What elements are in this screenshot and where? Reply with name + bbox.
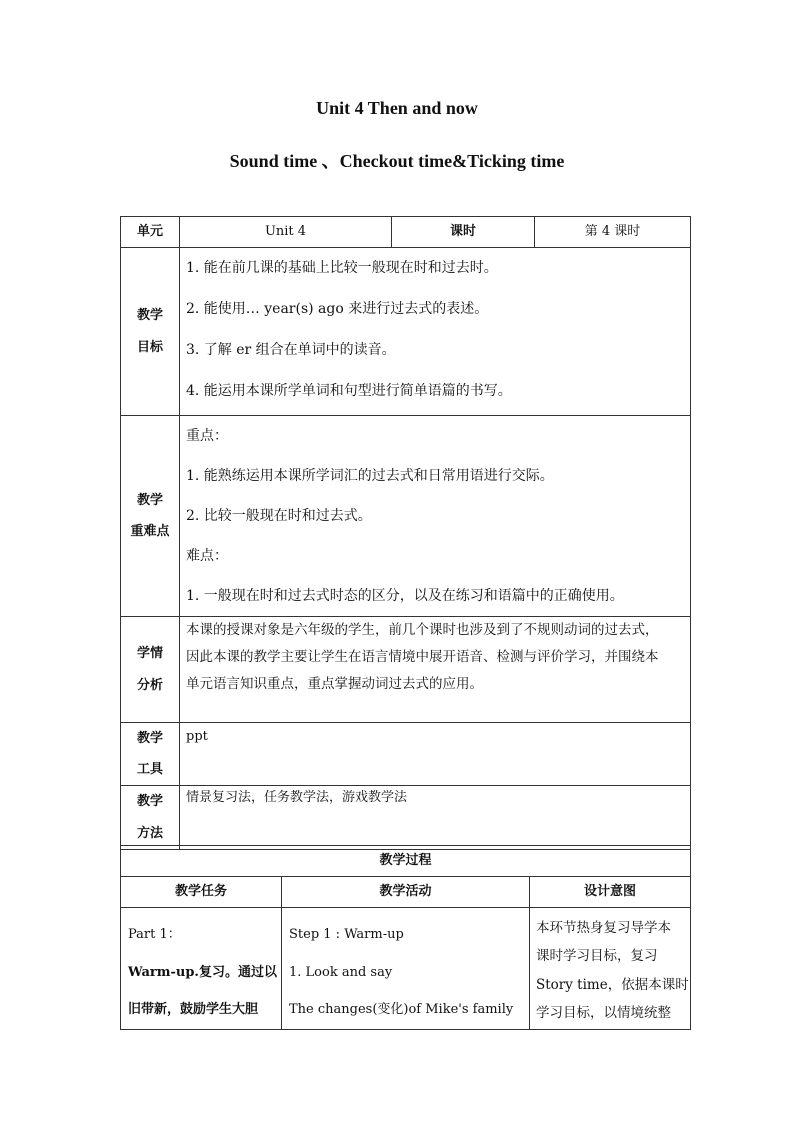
- col-intent-header: 设计意图: [530, 877, 691, 908]
- focus-item: 1. 能熟练运用本课所学词汇的过去式和日常用语进行交际。: [186, 468, 554, 484]
- intent-cell: [530, 908, 691, 1030]
- focus-item: 2. 比较一般现在时和过去式。: [186, 508, 372, 524]
- intent-line: 学习目标，以情境统整: [536, 1005, 671, 1022]
- intent-line: 课时学习目标，复习: [536, 948, 658, 965]
- task-line: Warm-up.复习。通过以: [128, 964, 277, 980]
- objective-item: 3. 了解 er 组合在单词中的读音。: [186, 342, 396, 358]
- tools-label-line-1: 教学: [136, 731, 163, 746]
- process-title-row: [121, 846, 691, 877]
- task-cell: [121, 908, 282, 1030]
- unit-label: 单元: [121, 217, 180, 248]
- objective-item: 2. 能使用… year(s) ago 来进行过去式的表述。: [186, 301, 489, 317]
- analysis-content: [180, 617, 691, 723]
- activity-line: Step 1 : Warm-up: [289, 927, 404, 942]
- key-points-label: [121, 416, 180, 617]
- analysis-line: 单元语言知识重点，重点掌握动词过去式的应用。: [186, 676, 483, 692]
- teaching-process-table: [120, 845, 691, 1030]
- analysis-label-line-2: 分析: [136, 677, 163, 693]
- lesson-plan-table: [120, 216, 691, 850]
- process-title: 教学过程: [121, 846, 691, 877]
- objective-item: 1. 能在前几课的基础上比较一般现在时和过去时。: [186, 260, 498, 276]
- tools-label: [121, 723, 180, 786]
- methods-content: 情景复习法，任务教学法，游戏教学法: [180, 786, 691, 849]
- objectives-row: [121, 248, 691, 416]
- methods-label: [121, 786, 180, 849]
- key-points-label-line-1: 教学: [136, 492, 163, 508]
- analysis-label: [121, 617, 180, 723]
- intent-line: 本环节热身复习导学本: [536, 920, 671, 936]
- activity-line: The changes(变化)of Mike's family: [289, 1002, 514, 1018]
- col-activity-header: 教学活动: [282, 877, 530, 908]
- key-points-label-line-2: 重难点: [130, 524, 170, 539]
- analysis-line: 本课的授课对象是六年级的学生，前几个课时也涉及到了不规则动词的过去式，: [186, 622, 659, 638]
- process-column-headers: [121, 877, 691, 908]
- methods-row: [121, 786, 691, 849]
- objectives-label-line-1: 教学: [136, 308, 163, 324]
- header-row: [121, 217, 691, 248]
- difficulty-item: 1. 一般现在时和过去式时态的区分，以及在练习和语篇中的正确使用。: [186, 588, 624, 604]
- objective-item: 4. 能运用本课所学单词和句型进行简单语篇的书写。: [186, 383, 512, 399]
- tools-label-line-2: 工具: [136, 762, 163, 778]
- analysis-label-line-1: 学情: [136, 646, 163, 662]
- key-points-content: [180, 416, 691, 617]
- page-title: Unit 4 Then and now: [316, 98, 478, 118]
- tools-content: ppt: [180, 723, 691, 786]
- period-label: 课时: [392, 217, 535, 248]
- period-value: 第 4 课时: [535, 217, 691, 248]
- focus-title: 重点：: [186, 428, 228, 444]
- activity-line: 1. Look and say: [289, 964, 393, 980]
- objectives-content: [180, 248, 691, 416]
- intent-line: Story time，依据本课时: [536, 976, 689, 993]
- process-row: [121, 908, 691, 1030]
- task-line: 旧带新，鼓励学生大胆: [128, 1002, 259, 1018]
- task-line: Part 1：: [128, 927, 181, 942]
- methods-label-line-1: 教学: [136, 794, 163, 810]
- key-points-row: [121, 416, 691, 617]
- objectives-label: [121, 248, 180, 416]
- col-task-header: 教学任务: [121, 877, 282, 908]
- tools-row: [121, 723, 691, 786]
- objectives-label-line-2: 目标: [136, 339, 163, 355]
- analysis-line: 因此本课的教学主要让学生在语言情境中展开语音、检测与评价学习，并围绕本: [186, 649, 659, 665]
- methods-label-line-2: 方法: [136, 825, 163, 841]
- unit-value: Unit 4: [180, 217, 392, 248]
- page-subtitle: Sound time 、Checkout time&Ticking time: [229, 151, 565, 171]
- analysis-row: [121, 617, 691, 723]
- activity-cell: [282, 908, 530, 1030]
- difficulty-title: 难点：: [186, 548, 228, 564]
